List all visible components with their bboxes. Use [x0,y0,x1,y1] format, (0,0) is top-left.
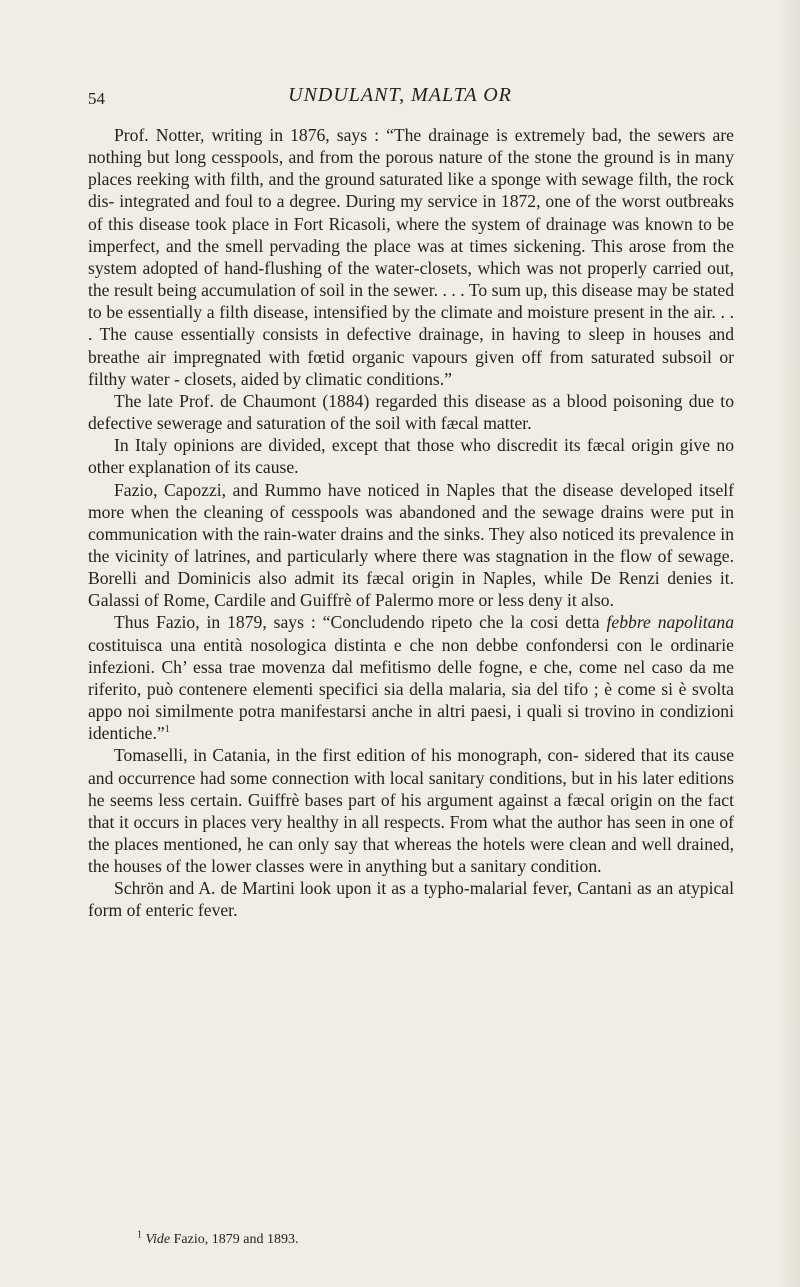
paragraph-italy: In Italy opinions are divided, except that those who discredit its fæcal origin give no other explanation of its cause. [88,435,734,478]
footnote-reference: 1 [164,724,170,736]
footnote-marker: 1 [137,1229,142,1241]
paragraph-chaumont: The late Prof. de Chaumont (1884) regarded this disease as a blood poisoning due to defective sewerage and saturation of the soil with fæcal matter. [88,390,734,434]
paragraph-naples: Fazio, Capozzi, and Rummo have noticed in Naples that the disease developed itself more when the cleaning of cesspools was abandoned and the sewage drains were put in communication with the rain-water drains and the sinks. They also noticed its prevalence in the vicinity of latrines, and particularly where there was stagnation in the flow of sewage. Borelli and Dominicis also admit its fæcal origin in Naples, while De Renzi denies it. Galassi of Rome, Cardile and Guiffrè of Palermo more or less deny it also. [88,479,734,611]
footnote [88,1231,783,1249]
body-text [88,124,734,922]
paragraph-tomaselli: Tomaselli, in Catania, in the first edition of his monograph, con- sidered that its cause and occurrence had some connection with local sanitary conditions, but in his later editions he seems less certain. Guiffrè bases part of his argument against a fæcal origin on the fact that it occurs in places very healthy in all respects. From what the author has seen in one of the places mentioned, he can only say that whereas the hotels were clean and well drained, the houses of the lower classes were in anything but a sanitary condition. [88,745,734,877]
quote-intro: Thus Fazio, in 1879, says : “Concludendo ripeto che la cosi detta [114,612,600,633]
paragraph-fazio-quote [88,611,734,744]
paragraph-schron: Schrön and A. de Martini look upon it as a typho-malarial fever, Cantani as an atypical form of enteric fever. [88,878,734,921]
footnote-text: Fazio, 1879 and 1893. [173,1232,299,1247]
page-number: 54 [88,89,105,108]
running-title: UNDULANT, MALTA OR [288,84,512,106]
page-edge-shadow [778,0,800,1287]
quote-italic-phrase: febbre napolitana [606,612,735,633]
quote-body: costituisca una entità nosologica distinta e che non debbe confondersi con le ordinarie infezioni. Ch’ essa trae movenza dal mefitismo delle fogne, e che, come nel caso da me riferito, può contenere elementi specifici sia della malaria, sia del tifo ; è come si è svolta appo noi similmente potra manifestarsi anche in altri paesi, i quali si trovino in condizioni identiche.” [88,634,734,744]
paragraph-notter: Prof. Notter, writing in 1876, says : “The drainage is extremely bad, the sewers are nothing but long cesspools, and from the porous nature of the stone the ground is in many places reeking with filth, and the ground saturated like a sponge with sewage filth, the rock dis- integrated and foul to a degree. During my service in 1872, one of the worst outbreaks of this disease took place in Fort Ricasoli, where the system of drainage was known to be imperfect, and the smell pervading the place was at times sickening. This arose from the system adopted of hand-flushing of the water-closets, which was not properly carried out, the result being accumulation of soil in the sewer. . . . To sum up, this disease may be stated to be essentially a filth disease, intensified by the climate and moisture present in the air. . . . The cause essentially consists in defective drainage, in having to sleep in houses and breathe air impregnated with fœtid organic vapours given off from saturated subsoil or filthy water - closets, aided by climatic conditions.” [88,125,734,389]
footnote-vide: Vide [145,1232,171,1247]
